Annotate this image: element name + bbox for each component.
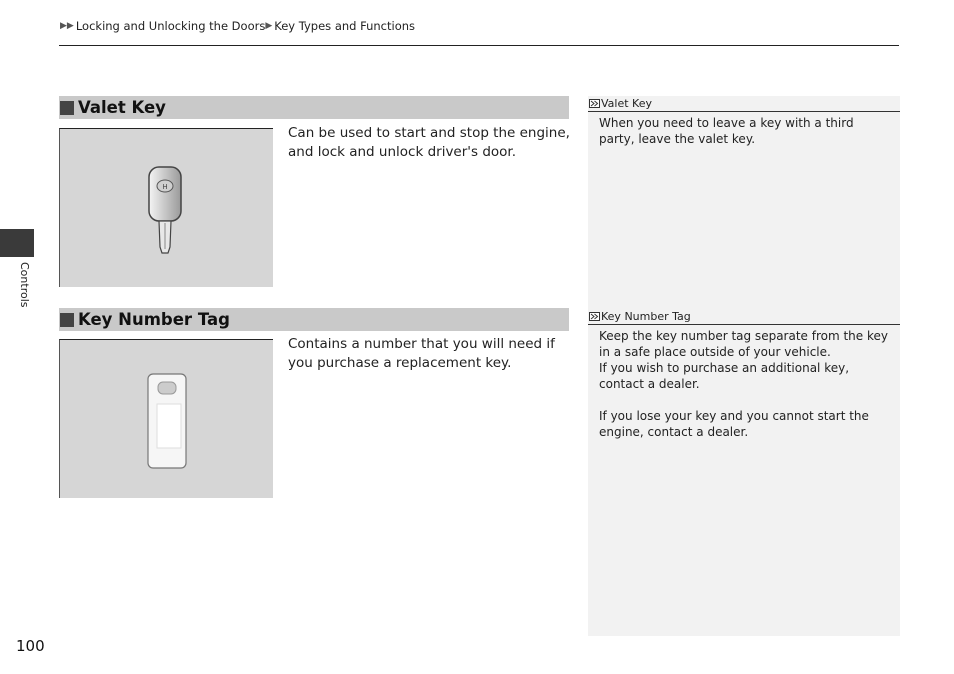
- double-arrow-icon: ▶▶: [60, 21, 74, 31]
- valet-key-note-title: Valet Key: [601, 96, 652, 110]
- valet-key-title: Valet Key: [78, 98, 166, 117]
- arrow-icon: ▶: [265, 21, 273, 31]
- key-number-tag-image: [59, 339, 273, 498]
- breadcrumb-item-key-types[interactable]: Key Types and Functions: [274, 19, 416, 33]
- key-number-tag-note-body: [599, 328, 891, 440]
- square-bullet-icon: [60, 101, 74, 115]
- valet-key-note-header: [588, 95, 900, 112]
- key-number-tag-note-title: Key Number Tag: [601, 309, 691, 323]
- key-number-tag-title: Key Number Tag: [78, 310, 230, 329]
- valet-key-image: [59, 128, 273, 287]
- key-tag-note-para-2: If you wish to purchase an additional key, contact a dealer.: [599, 361, 850, 391]
- chapter-label: Controls: [18, 262, 31, 308]
- breadcrumb: [60, 19, 415, 33]
- valet-key-header: [59, 96, 569, 119]
- key-number-tag-description: Contains a number that you will need if you purchase a replacement key.: [288, 336, 555, 371]
- page-number: 100: [16, 637, 45, 655]
- valet-key-icon: [60, 129, 273, 287]
- key-number-tag-note-header: [588, 308, 900, 325]
- valet-key-note-body: [599, 115, 891, 147]
- breadcrumb-item-locking[interactable]: Locking and Unlocking the Doors: [75, 19, 266, 33]
- chapter-tab[interactable]: [0, 229, 34, 257]
- svg-text:H: H: [162, 183, 168, 191]
- reference-arrow-icon: [589, 312, 600, 321]
- reference-arrow-icon: [589, 99, 600, 108]
- square-bullet-icon: [60, 313, 74, 327]
- header-rule: [59, 45, 899, 46]
- paragraph-gap: [599, 392, 891, 408]
- valet-key-note-text: When you need to leave a key with a third party, leave the valet key.: [599, 116, 854, 146]
- key-number-tag-header: [59, 308, 569, 331]
- key-tag-icon: [60, 340, 273, 498]
- key-tag-note-para-1: Keep the key number tag separate from the key in a safe place outside of your vehicle.: [599, 329, 888, 359]
- key-tag-note-para-3: If you lose your key and you cannot start the engine, contact a dealer.: [599, 409, 869, 439]
- valet-key-description: Can be used to start and stop the engine, and lock and unlock driver's door.: [288, 125, 570, 160]
